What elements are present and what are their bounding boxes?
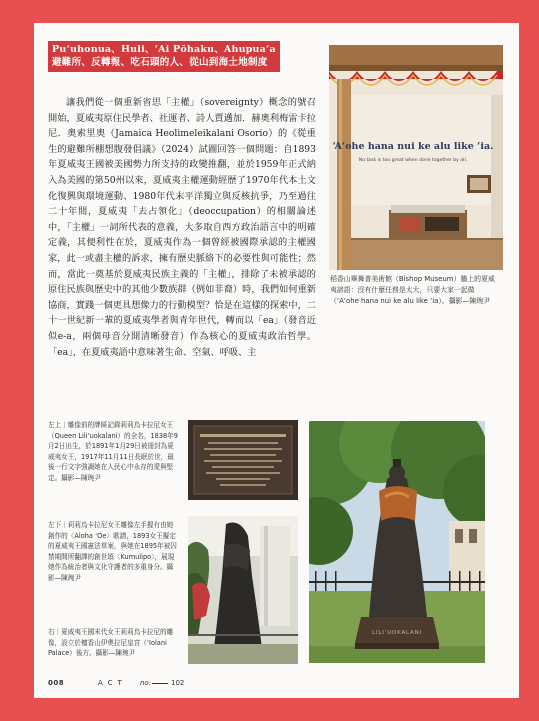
caption-museum: 稻香山畢舞普美術館（Bishop Museum）牆上的夏威夷諺語：沒有什麼任務是太大，只要大家一起做（‘A‘ohe hana nui ke alu like ‘ia）。攝影—陳琬尹 xyxy=(330,275,495,305)
issue-number: 102 xyxy=(171,679,185,687)
queen-statue-photo xyxy=(309,421,485,663)
magazine-page xyxy=(34,23,519,698)
caption-plaque: 左上｜雕像前的牌匾記錄莉莉烏卡拉尼女王（Queen Lili‘uokalani）的全名，1838年9月2日出生，於1891年1月29日被冊封為夏威夷女王，1917年11月11日長眠於世，最後一行文字強調她在人民心中永存的愛與堅定。攝影—陳琬尹 xyxy=(48,421,178,482)
museum-interior-photo xyxy=(329,45,503,270)
memorial-plaque-photo xyxy=(188,420,298,500)
issue-divider xyxy=(152,683,168,684)
header-chinese-terms: 避難所、反轉報、吃石頭的人、從山到海土地制度 xyxy=(52,57,268,68)
header-hawaiian-terms: Pu‘uhonua、Huli、‘Ai Pōhaku、Ahupua‘a xyxy=(52,44,276,55)
caption-statue: 右｜夏威夷王國末代女王莉莉烏卡拉尼的雕像，設立於檀香山伊奧拉尼皇宮（‘Iolani Palace）後方。攝影—陳琬尹 xyxy=(48,628,174,657)
museum-sign-main: ‘A‘ohe hana nui ke alu like ‘ia. xyxy=(332,141,494,152)
page-number: 008 xyxy=(48,679,65,687)
section-header xyxy=(48,41,280,72)
article-body: 讓我們從一個重新省思「主權」（sovereignty）概念的號召開始，夏威夷原住民學者、社運者、詩人賈邁加．赫奧利梅雷卡拉尼．奧索里奧（Jamaica Heolimeleikalani Osorio）的《從重生的避難所棚想腹發倡議》（2024）試圖回答一個問題：自1893年夏威夷王國被美國勢力所支持的政變推翻，並於1959年正式納入為美國的第50州以來，夏威夷主權運動經歷了1970年代本土文化復興與環境運動、1980年代末平洋獨立與反核抗爭，乃至過往二十年間，夏威夷「去占領化」（deoccupation）的相關論述中，「主權」一詞所代表的意義，大多取自西方政治語言中的明確定義，其便利性在於，夏威夷作為一個曾經被國際承認的主權國家，此一或盡主權的訴求，擁有歷史脈絡下的必要性與可能性；然而，當此一奠基於夏威夷民族主義的「主權」，排除了未被承認的原住民族與歷史中的其他少數族群（例如非裔）時，我們如何重新協商，實踐一個更具想像力的行動模型？恰是在這樣的探索中，二十一世紀新一輩的夏威夷學者與青年世代，轉而以「ea」（發音近似e-a，兩個母音分開清晰發音）作為核心的夏威夷政治哲學。「ea」，在夏威夷語中意味著生命、空氣、呼吸、主 xyxy=(48,97,316,358)
museum-sign-sub: No task is too great when done together by all. xyxy=(358,158,468,163)
issue-label: no. xyxy=(140,679,151,687)
statue-plaque-text: LILI‘UOKALANI xyxy=(372,630,422,636)
statue-closeup-photo xyxy=(188,516,298,664)
magazine-name: ACT xyxy=(98,679,127,687)
caption-statue-detail: 左下｜莉莉烏卡拉尼女王雕像左手握有由她創作的〈Aloha ‘Oe〉歌譜，1893女王擬定的夏威夷王國憲法草案，與她在1895年被囚禁期間所翻譯的創世頌〈Kumulipo〉，展現她作為統治者與文化守護者的多重身分。攝影—陳琬尹 xyxy=(48,521,177,582)
